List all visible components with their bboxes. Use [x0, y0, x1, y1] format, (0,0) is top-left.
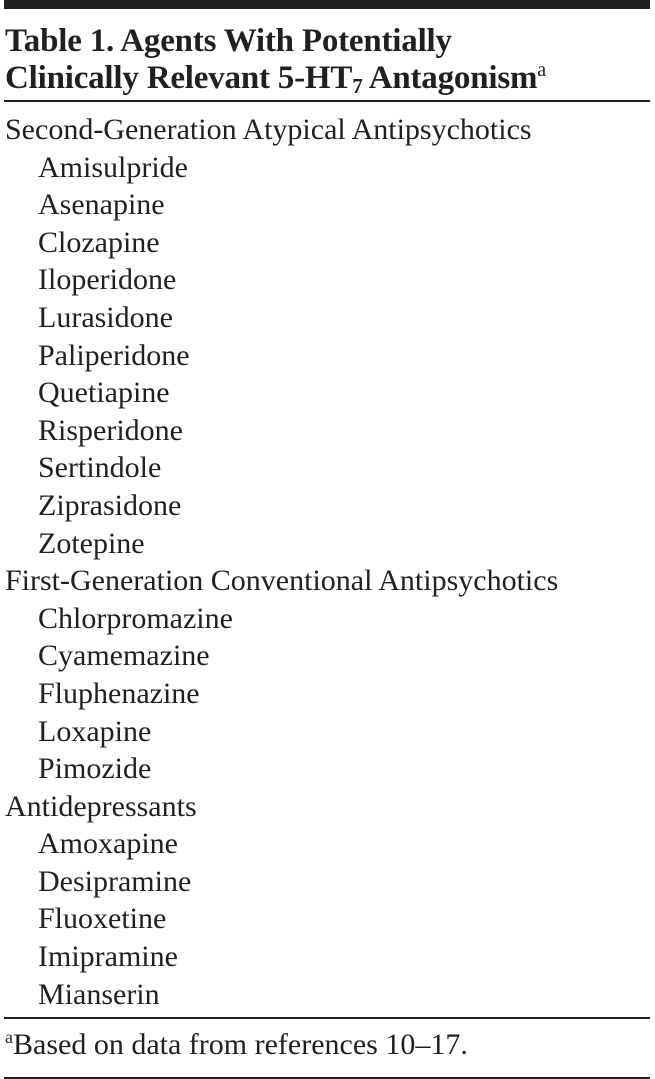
agent-row: Asenapine	[38, 188, 165, 222]
table-body	[4, 111, 650, 1013]
agent-row: Amisulpride	[38, 150, 188, 184]
group-second-generation	[4, 111, 650, 562]
table-caption	[4, 23, 650, 97]
agent-row: Lurasidone	[38, 300, 173, 334]
caption-footnote-marker: a	[537, 59, 546, 81]
agent-row: Desipramine	[38, 864, 192, 898]
caption-line-2	[5, 60, 650, 97]
agent-row: Mianserin	[38, 977, 160, 1011]
agent-row: Sertindole	[38, 451, 162, 485]
group-title: First-Generation Conventional Antipsychotics	[5, 564, 559, 598]
caption-line-2-suffix: Antagonism	[362, 60, 538, 96]
agent-row: Fluoxetine	[38, 902, 167, 936]
agent-row: Quetiapine	[38, 376, 170, 410]
agent-row: Zotepine	[38, 526, 145, 560]
top-rule	[4, 0, 650, 9]
table-footnote	[4, 1027, 650, 1063]
agent-row: Pimozide	[38, 752, 152, 786]
agent-row: Fluphenazine	[38, 676, 200, 710]
agent-row: Loxapine	[38, 714, 152, 748]
agent-row: Chlorpromazine	[38, 601, 233, 635]
agent-row: Imipramine	[38, 940, 178, 974]
agent-row: Iloperidone	[38, 263, 177, 297]
agent-row: Risperidone	[38, 413, 183, 447]
agent-row: Ziprasidone	[38, 488, 182, 522]
caption-line-2-prefix: Clinically Relevant 5-HT	[5, 60, 353, 96]
group-title: Second-Generation Atypical Antipsychotics	[5, 113, 532, 146]
agent-row: Clozapine	[38, 225, 160, 259]
agent-row: Cyamemazine	[38, 639, 210, 673]
footnote-marker: a	[5, 1027, 13, 1048]
agent-row: Amoxapine	[38, 827, 178, 861]
table-1	[4, 0, 650, 1079]
caption-subscript: 7	[352, 74, 363, 98]
footnote-text: Based on data from references 10–17.	[13, 1028, 468, 1062]
group-title: Antidepressants	[5, 789, 197, 823]
group-first-generation	[4, 562, 650, 788]
caption-line-1: Table 1. Agents With Potentially	[5, 23, 452, 59]
agent-row: Paliperidone	[38, 338, 190, 372]
group-antidepressants	[4, 788, 650, 1014]
footer-rule	[4, 1017, 650, 1019]
header-rule	[4, 100, 650, 102]
